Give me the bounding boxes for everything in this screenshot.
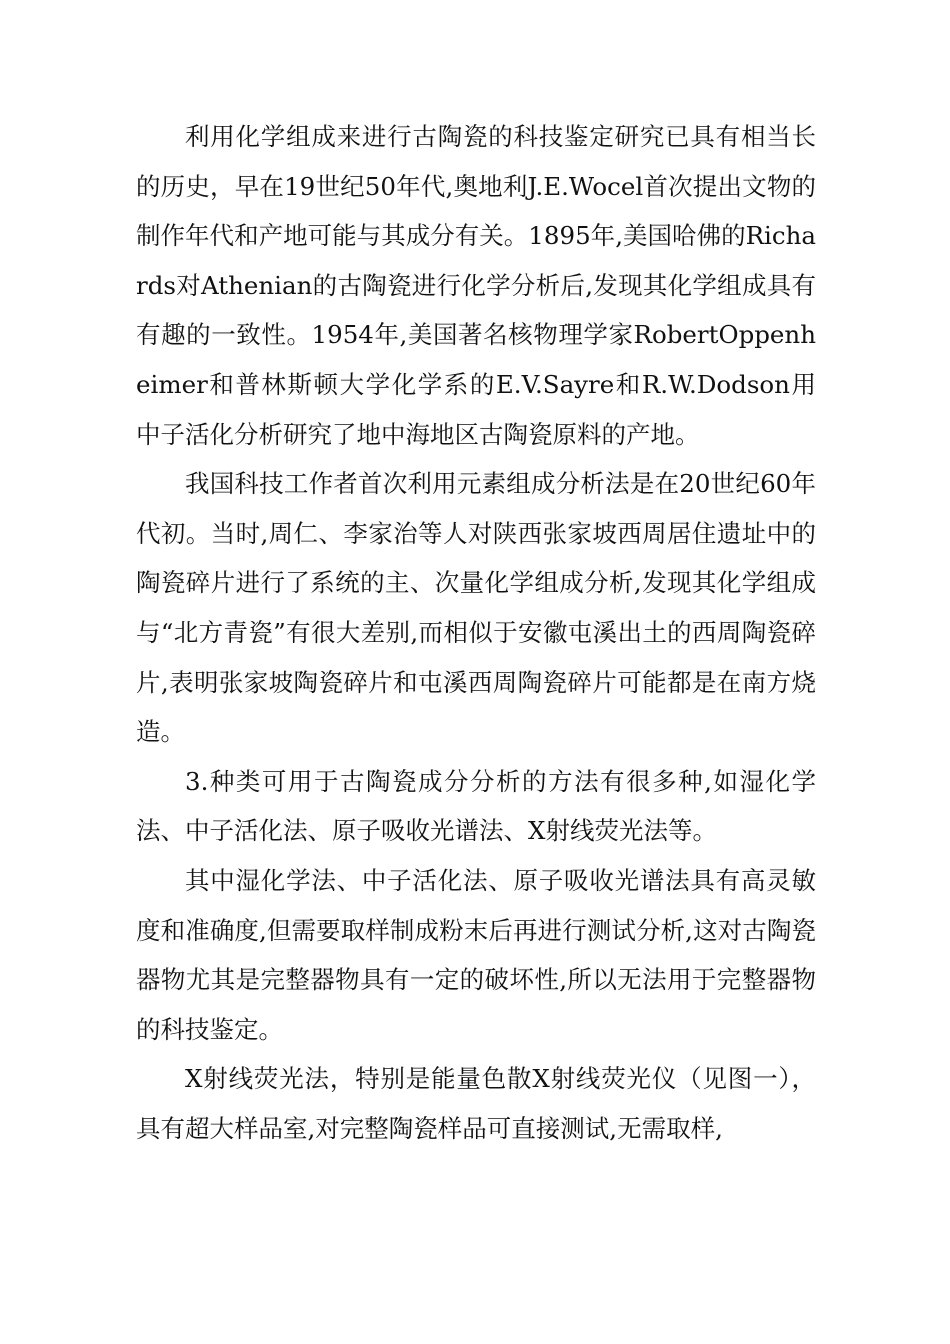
paragraph-destructive-methods: 其中湿化学法、中子活化法、原子吸收光谱法具有高灵敏度和准确度,但需要取样制成粉末后再进行测试分析,这对古陶瓷器物尤其是完整器物具有一定的破坏性,所以无法用于完整器物的科技鉴定。 — [136, 865, 816, 1044]
paragraph-method-types: 3.种类可用于古陶瓷成分分析的方法有很多种,如湿化学法、中子活化法、原子吸收光谱法、X射线荧光法等。 — [136, 766, 816, 846]
paragraph-china-research: 我国科技工作者首次利用元素组成分析法是在20世纪60年代初。当时,周仁、李家治等人对陕西张家坡西周居住遗址中的陶瓷碎片进行了系统的主、次量化学组成分析,发现其化学组成与“北方青瓷”有很大差别,而相似于安徽屯溪出土的西周陶瓷碎片,表明张家坡陶瓷碎片和屯溪西周陶瓷碎片可能都是在南方烧造。 — [136, 469, 816, 747]
paragraph-xrf-method: X射线荧光法，特别是能量色散X射线荧光仪（见图一），具有超大样品室,对完整陶瓷样品可直接测试,无需取样, — [136, 1064, 816, 1143]
document-body — [136, 112, 816, 1153]
paragraph-history-overview: 利用化学组成来进行古陶瓷的科技鉴定研究已具有相当长的历史，早在19世纪50年代,奥地利J.E.Wocel首次提出文物的制作年代和产地可能与其成分有关。1895年,美国哈佛的Richards对Athenian的古陶瓷进行化学分析后,发现其化学组成具有有趣的一致性。1954年,美国著名核物理学家RobertOppenheimer和普林斯顿大学化学系的E.V.Sayre和R.W.Dodson用中子活化分析研究了地中海地区古陶瓷原料的产地。 — [136, 122, 816, 449]
